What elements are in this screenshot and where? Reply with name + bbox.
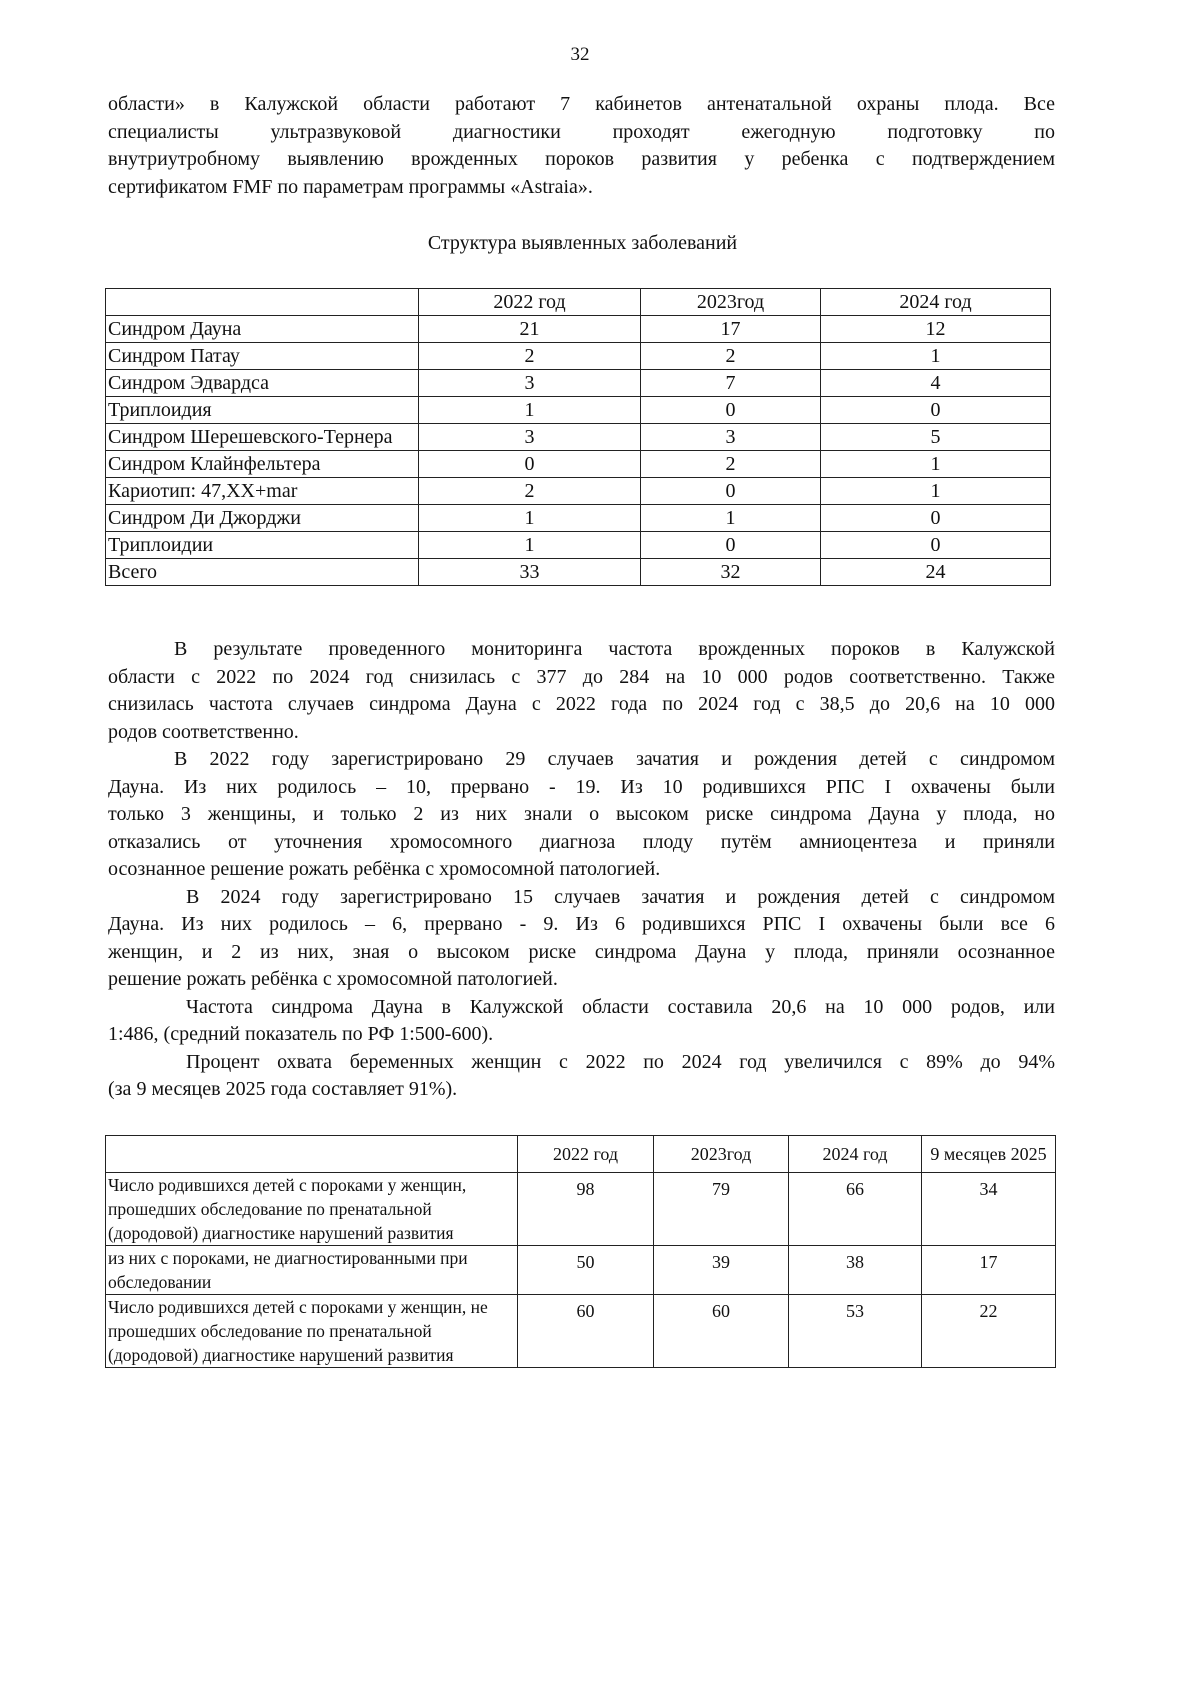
table-row xyxy=(106,559,1051,586)
text-line: Процент охвата беременных женщин с 2022 по 2024 год увеличился с 89% до 94% xyxy=(186,1050,1055,1073)
text-line: внутриутробному выявлению врожденных пороков развития у ребенка с подтверждением xyxy=(108,148,1055,170)
text-line: Частота синдрома Дауна в Калужской области составила 20,6 на 10 000 родов, или xyxy=(186,995,1055,1018)
table-cell: 0 xyxy=(641,397,821,424)
text-line: В 2022 году зарегистрировано 29 случаев зачатия и рождения детей с синдромом xyxy=(174,748,1055,770)
text-line: Дауна. Из них родилось – 10, прервано - 19. Из 10 родившихся РПС I охвачены были xyxy=(108,775,1055,798)
row-label: Синдром Ди Джорджи xyxy=(106,505,419,532)
column-header: 2023год xyxy=(641,289,821,316)
text-line: В результате проведенного мониторинга частота врожденных пороков в Калужской xyxy=(174,638,1055,660)
column-header: 2022 год xyxy=(419,289,641,316)
column-header: 2024 год xyxy=(789,1136,922,1173)
table-cell: 1 xyxy=(821,343,1051,370)
table-header-row xyxy=(106,289,1051,316)
row-label: Триплоидии xyxy=(106,532,419,559)
table-row xyxy=(106,1173,1056,1246)
table-cell: 0 xyxy=(821,532,1051,559)
intro-paragraph xyxy=(108,91,1055,201)
table-cell: 0 xyxy=(641,478,821,505)
table-row xyxy=(106,451,1051,478)
table-cell: 1 xyxy=(821,451,1051,478)
table-cell: 2 xyxy=(419,343,641,370)
text-line: родов соответственно. xyxy=(108,720,299,743)
diseases-structure-table xyxy=(105,288,1051,586)
column-header: 2023год xyxy=(654,1136,789,1173)
row-label: Синдром Клайнфельтера xyxy=(106,451,419,478)
text-line: только 3 женщины, и только 2 из них знали о высоком риске синдрома Дауна у плода, но xyxy=(108,803,1055,825)
row-label: Синдром Патау xyxy=(106,343,419,370)
text-line: отказались от уточнения хромосомного диагноза плоду путём амниоцентеза и приняли xyxy=(108,830,1055,853)
table-cell: 38 xyxy=(789,1246,922,1295)
row-label: Кариотип: 47,XX+mar xyxy=(106,478,419,505)
table-cell: 33 xyxy=(419,559,641,586)
table-cell: 39 xyxy=(654,1246,789,1295)
table-cell: 5 xyxy=(821,424,1051,451)
table-cell: 60 xyxy=(518,1295,654,1368)
row-label: Синдром Шерешевского-Тернера xyxy=(106,424,419,451)
text-line: осознанное решение рожать ребёнка с хромосомной патологией. xyxy=(108,858,661,880)
text-line: сертификатом FMF по параметрам программы «Astraia». xyxy=(108,175,593,198)
table-cell: 3 xyxy=(641,424,821,451)
text-line: решение рожать ребёнка с хромосомной патологией. xyxy=(108,968,558,990)
table-cell: 2 xyxy=(641,451,821,478)
text-line: женщин, и 2 из них, зная о высоком риске синдрома Дауна у плода, приняли осознанное xyxy=(108,940,1055,963)
page-number: 32 xyxy=(570,44,590,65)
table-cell: 4 xyxy=(821,370,1051,397)
row-label: Число родившихся детей с пороками у женщин, не прошедших обследование по пренатальной (дородовой) диагностике нарушений развития xyxy=(106,1295,518,1368)
text-line: Дауна. Из них родилось – 6, прервано - 9. Из 6 родившихся РПС I охвачены были все 6 xyxy=(108,913,1055,935)
table-cell: 7 xyxy=(641,370,821,397)
column-header: 2024 год xyxy=(821,289,1051,316)
row-label: Синдром Эдвардса xyxy=(106,370,419,397)
text-line: 1:486, (средний показатель по РФ 1:500-600). xyxy=(108,1023,494,1045)
table-cell: 53 xyxy=(789,1295,922,1368)
row-label: Всего xyxy=(106,559,419,586)
table-cell: 17 xyxy=(641,316,821,343)
table-cell: 34 xyxy=(922,1173,1056,1246)
row-label: Синдром Дауна xyxy=(106,316,419,343)
row-label: из них с пороками, не диагностированными при обследовании xyxy=(106,1246,518,1295)
table-row xyxy=(106,1295,1056,1368)
table-cell: 0 xyxy=(821,505,1051,532)
table-cell: 79 xyxy=(654,1173,789,1246)
table-cell: 12 xyxy=(821,316,1051,343)
table-cell: 21 xyxy=(419,316,641,343)
table-cell: 50 xyxy=(518,1246,654,1295)
table-cell: 2 xyxy=(641,343,821,370)
table-row xyxy=(106,316,1051,343)
table-row xyxy=(106,532,1051,559)
column-header: 9 месяцев 2025 xyxy=(922,1136,1056,1173)
text-line: В 2024 году зарегистрировано 15 случаев зачатия и рождения детей с синдромом xyxy=(186,885,1055,908)
table-cell: 66 xyxy=(789,1173,922,1246)
table-cell: 32 xyxy=(641,559,821,586)
row-label: Число родившихся детей с пороками у женщин, прошедших обследование по пренатальной (дородовой) диагностике нарушений развития xyxy=(106,1173,518,1246)
table-cell: 22 xyxy=(922,1295,1056,1368)
text-line: области с 2022 по 2024 год снизилась с 377 до 284 на 10 000 родов соответственно. Также xyxy=(108,665,1055,688)
text-line: (за 9 месяцев 2025 года составляет 91%). xyxy=(108,1078,458,1100)
birth-defects-table xyxy=(105,1135,1056,1368)
column-header xyxy=(106,1136,518,1173)
text-line: специалисты ультразвуковой диагностики проходят ежегодную подготовку по xyxy=(108,120,1055,143)
table-row xyxy=(106,424,1051,451)
column-header xyxy=(106,289,419,316)
table-cell: 1 xyxy=(419,532,641,559)
row-label: Триплоидия xyxy=(106,397,419,424)
table-cell: 1 xyxy=(821,478,1051,505)
table-row xyxy=(106,478,1051,505)
text-line: снизилась частота случаев синдрома Дауна с 2022 года по 2024 год с 38,5 до 20,6 на 10 000 xyxy=(108,693,1055,715)
table-cell: 17 xyxy=(922,1246,1056,1295)
table-row xyxy=(106,397,1051,424)
table-row xyxy=(106,370,1051,397)
table-row xyxy=(106,343,1051,370)
table-cell: 0 xyxy=(641,532,821,559)
table-cell: 60 xyxy=(654,1295,789,1368)
table-cell: 1 xyxy=(641,505,821,532)
table-cell: 3 xyxy=(419,370,641,397)
column-header: 2022 год xyxy=(518,1136,654,1173)
table-cell: 0 xyxy=(821,397,1051,424)
table-cell: 3 xyxy=(419,424,641,451)
text-line: области» в Калужской области работают 7 кабинетов антенатальной охраны плода. Все xyxy=(108,93,1055,115)
table-row xyxy=(106,1246,1056,1295)
table-cell: 24 xyxy=(821,559,1051,586)
table-cell: 2 xyxy=(419,478,641,505)
table-cell: 0 xyxy=(419,451,641,478)
table1-title: Структура выявленных заболеваний xyxy=(427,232,738,254)
body-paragraphs xyxy=(108,636,1055,1104)
table-cell: 1 xyxy=(419,505,641,532)
table-row xyxy=(106,505,1051,532)
table-header-row xyxy=(106,1136,1056,1173)
table-cell: 98 xyxy=(518,1173,654,1246)
table-cell: 1 xyxy=(419,397,641,424)
